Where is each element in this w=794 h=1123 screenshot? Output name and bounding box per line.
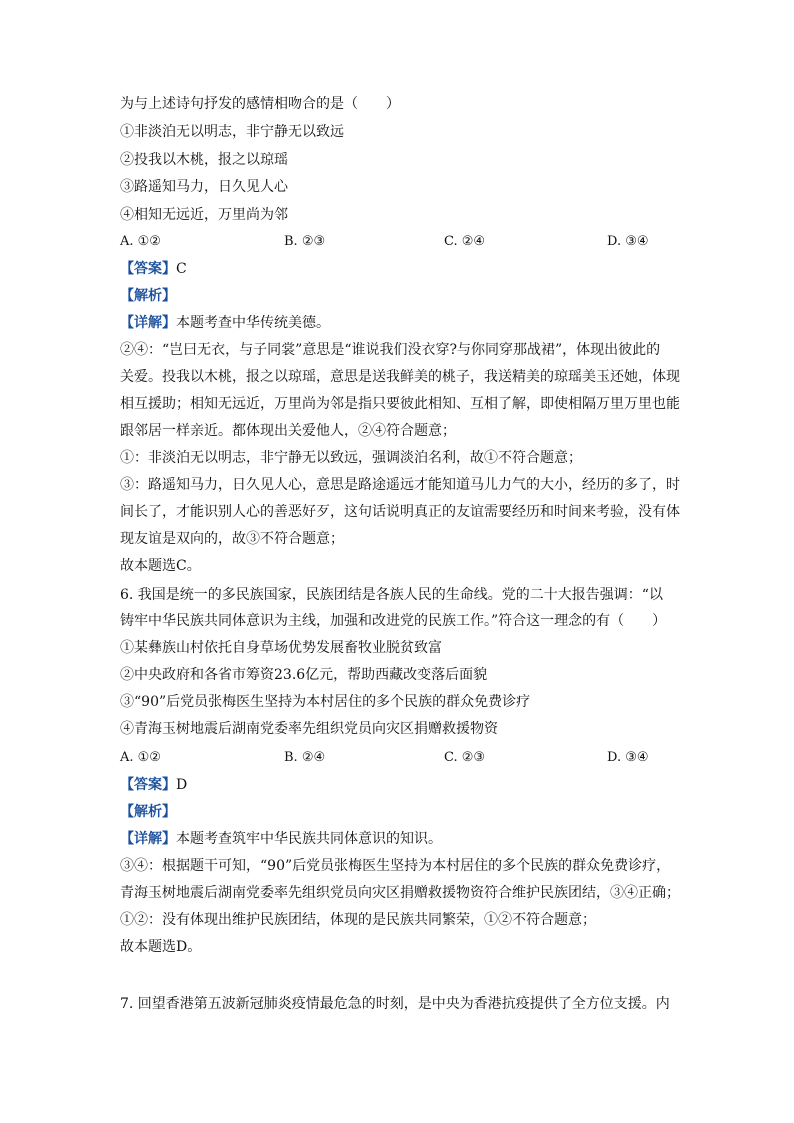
- q6-detail-line-4: ①②：没有体现出维护民族团结，体现的是民族共同繁荣，①②不符合题意；: [120, 912, 596, 928]
- q5-item-4: ④相知无远近，万里尚为邻: [120, 207, 288, 223]
- q5-option-b: B. ②③: [284, 234, 326, 249]
- q5-detail-line-4: 相互援助；相知无远近，万里尚为邻是指只要彼此相知、互相了解，即使相隔万里万里也能: [120, 396, 680, 412]
- q5-analysis-tag-row: [120, 287, 176, 305]
- q6-detail-line-5: 故本题选D。: [120, 939, 202, 955]
- q5-analysis-tag: 【解析】: [120, 288, 176, 304]
- q6-detail-tag: 【详解】: [120, 831, 176, 847]
- q5-option-c: C. ②④: [444, 234, 486, 249]
- q6-detail-line-3: 青海玉树地震后湖南党委率先组织党员向灾区捐赠救援物资符合维护民族团结，③④正确；: [120, 885, 680, 901]
- q6-item-2: ②中央政府和各省市筹资23.6亿元，帮助西藏改变落后面貌: [120, 667, 488, 683]
- q6-option-a: A. ①②: [120, 750, 161, 765]
- q6-option-d: D. ③④: [607, 750, 649, 765]
- q6-detail-line-1: 本题考查筑牢中华民族共同体意识的知识。: [176, 831, 442, 847]
- q5-detail-line-1: 本题考查中华传统美德。: [176, 315, 330, 331]
- q6-detail-line-2: ③④：根据题干可知，“90”后党员张梅医生坚持为本村居住的多个民族的群众免费诊疗，: [120, 858, 671, 874]
- q6-stem-line-1: 6. 我国是统一的多民族国家，民族团结是各族人民的生命线。党的二十大报告强调：“以: [120, 587, 663, 603]
- q6-answer-value: D: [176, 777, 188, 793]
- q5-stem-tail: 为与上述诗句抒发的感情相吻合的是（ ）: [120, 96, 400, 112]
- q5-detail-line-2: ②④：“岂曰无衣，与子同裳”意思是“谁说我们没衣穿?与你同穿那战裙”，体现出彼此的: [120, 342, 661, 358]
- q5-detail-line-10: 故本题选C。: [120, 558, 201, 574]
- q6-stem-line-2: 铸牢中华民族共同体意识为主线，加强和改进党的民族工作。”符合这一理念的有（ ）: [120, 613, 667, 629]
- q5-answer-tag: 【答案】: [120, 261, 176, 277]
- q5-detail-line-6: ①：非淡泊无以明志，非宁静无以致远，强调淡泊名利，故①不符合题意；: [120, 450, 582, 466]
- q5-detail-line-3: 关爱。投我以木桃，报之以琼瑶，意思是送我鲜美的桃子，我送精美的琼瑶美玉还她，体现: [120, 369, 680, 385]
- q5-detail-row: [120, 314, 330, 332]
- q5-detail-line-8: 间长了，才能识别人心的善恶好歹，这句话说明真正的友谊需要经历和时间来考验，没有体: [120, 504, 680, 520]
- q6-option-b: B. ②④: [284, 750, 326, 765]
- q6-item-4: ④青海玉树地震后湖南党委率先组织党员向灾区捐赠救援物资: [120, 721, 498, 737]
- q5-item-2: ②投我以木桃，报之以琼瑶: [120, 152, 288, 168]
- q6-item-1: ①某彝族山村依托自身草场优势发展畜牧业脱贫致富: [120, 640, 442, 656]
- q5-answer-row: [120, 260, 187, 278]
- q5-detail-line-5: 跟邻居一样亲近。都体现出关爱他人，②④符合题意；: [120, 423, 456, 439]
- q5-answer-value: C: [176, 261, 187, 277]
- q5-option-d: D. ③④: [607, 234, 649, 249]
- q5-item-3: ③路遥知马力，日久见人心: [120, 179, 288, 195]
- q6-analysis-tag: 【解析】: [120, 804, 176, 820]
- q6-answer-tag: 【答案】: [120, 777, 176, 793]
- q6-answer-row: [120, 776, 187, 794]
- q5-detail-line-9: 现友谊是双向的，故③不符合题意；: [120, 531, 344, 547]
- q5-item-1: ①非淡泊无以明志，非宁静无以致远: [120, 124, 344, 140]
- q6-item-3: ③“90”后党员张梅医生坚持为本村居住的多个民族的群众免费诊疗: [120, 694, 531, 710]
- q6-option-c: C. ②③: [444, 750, 486, 765]
- q5-detail-tag: 【详解】: [120, 315, 176, 331]
- q6-detail-row: [120, 830, 442, 848]
- q7-stem-line-1: 7. 回望香港第五波新冠肺炎疫情最危急的时刻，是中央为香港抗疫提供了全方位支援。内: [120, 996, 670, 1012]
- q5-detail-line-7: ③：路遥知马力，日久见人心，意思是路途遥远才能知道马儿力气的大小，经历的多了，时: [120, 477, 680, 493]
- q6-analysis-tag-row: [120, 803, 176, 821]
- q5-option-a: A. ①②: [120, 234, 161, 249]
